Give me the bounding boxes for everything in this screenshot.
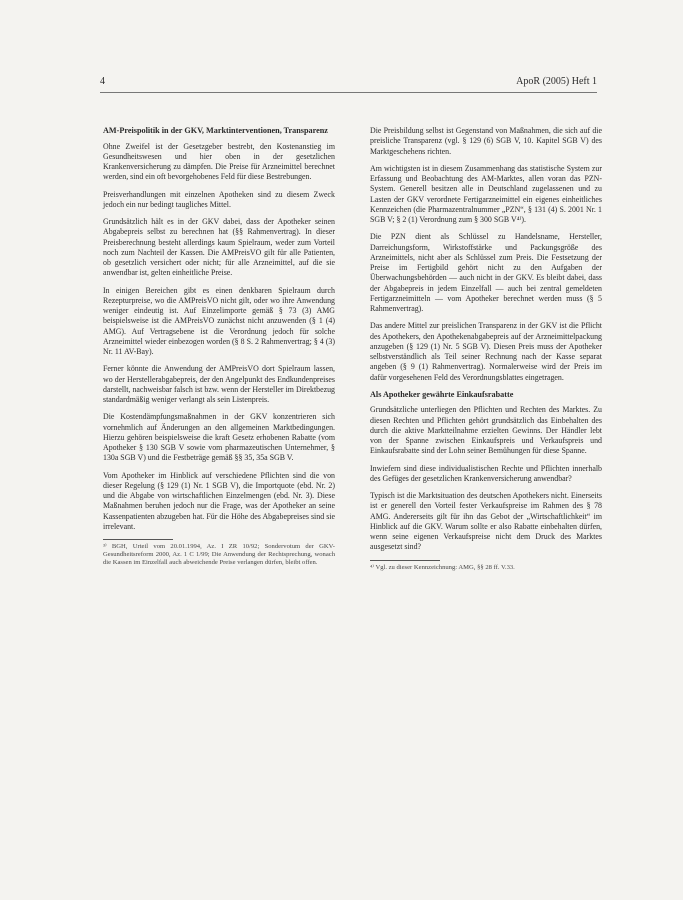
footnote: ⁴⁾ Vgl. zu dieser Kennzeichnung: AMG, §§ 28 ff. V.33. [370,563,515,571]
page-number: 4 [100,76,105,87]
footnote: ³⁾ BGH, Urteil vom 20.01.1994, Az. I ZR 10/92; Sondervotum der GKV-Gesundheitsreform 2000, Az. 1 C 1/99; Die Anwendung der Rechtsprechung, wonach die Kassen im Einzelfall auch abweichende Preise verlangen dürfen, bleibt offen. [103,543,335,566]
paragraph: Grundsätzliche unterliegen den Pflichten und Rechten des Marktes. Zu diesen Rechten und Pflichten gehört grundsätzlich das Einbehalten des durch die aktive Marktteilnahme erzielten Gewinns. Der Händler lebt von der Spanne zwischen Einkaufspreis und Verkaufspreis und Einkaufsrabatte sind der Lohn seiner Bemühungen für diese Spanne. [370,405,602,456]
paragraph: Ohne Zweifel ist der Gesetzgeber bestrebt, den Kostenanstieg im Gesundheitswesen und hier oben in der gesetzlichen Krankenversicherung zu dämpfen. Die Preise für Arzneimittel berechnet werden, sind ein oft bevorgehobenes Feld für diese Bestrebungen. [103,141,335,182]
paragraph: Typisch ist die Marktsituation des deutschen Apothekers nicht. Einerseits ist er generell den Vorteil fester Verkaufspreise im Rahmen des § 78 AMG. Andererseits gilt für ihn das Gebot der „Wirtschaftlichkeit“ im Hinblick auf die GKV. Warum sollte er also Rabatte einbehalten dürfen, wenn seine eigenen Verkaufspreise nicht dem Druck des Marktes ausgesetzt sind? [370,491,602,552]
section-heading-preispolitik: AM-Preispolitik in der GKV, Marktinterventionen, Transparenz [103,126,328,135]
page-header [100,76,597,93]
paragraph: Am wichtigsten ist in diesem Zusammenhang das statistische System zur Erfassung und Beobachtung des AM-Marktes, allen voran das PZN-System. Generell besitzen alle in Deutschland zugelassenen und zu Lasten der GKV verordnete Fertigarzneimittel ein eigenes einheitliches Kennzeichen (die Pharmazentralnummer „PZN“, § 131 (4) S. 2001 Nr. 1 SGB V; § 2 (1) Verordnung zum § 300 SGB V⁴⁾). [370,163,602,224]
journal-reference: ApoR (2005) Heft 1 [516,76,597,87]
paragraph: Das andere Mittel zur preislichen Transparenz in der GKV ist die Pflicht des Apothekers, den Apothekenabgabepreis auf der Arzneimittelpackung anzugeben (§ 129 (1) Nr. 5 SGB V). Diesen Preis muss der Apotheker selbstverständlich als Teil seiner Rechnung nach der Kasse separat angeben (§ 9 (1) Rahmenvertrag). Normalerweise wird der Preis im dafür vorgesehenen Feld des Verordnungsblattes eingetragen. [370,321,602,382]
paragraph: Die Preisbildung selbst ist Gegenstand von Maßnahmen, die sich auf die preisliche Transparenz (vgl. § 129 (6) SGB V, 10. Kapitel SGB V) des Marktgeschehens richten. [370,126,602,156]
paragraph: Die PZN dient als Schlüssel zu Handelsname, Hersteller, Darreichungsform, Wirkstoffstärke und Packungsgröße des Arzneimittels, nicht aber als Schlüssel zum Preis. Die Festsetzung der Preise im Fertigbild gehört nicht zu den Aufgaben der Überwachungsbehörden — auch nicht in der GKV. Es bleibt dabei, dass der Abgabepreis in jedem Einzelfall — auch bei zentral gemeldeten Fertigarzneimitteln — vom Apotheker berechnet werden muss (§ 5 Rahmenvertrag). [370,232,602,313]
paragraph: Vom Apotheker im Hinblick auf verschiedene Pflichten sind die von dieser Regelung (§ 129 (1) Nr. 1 SGB V), die Importquote (ebd. Nr. 2) und die Abgabe von wirtschaftlichen Einzelmengen (ebd. Nr. 3). Diese Maßnahmen beruhen jedoch nur die Frage, was der Apotheker an seine Kassenpatienten abzugeben hat. Für die Höhe des Abgabepreises sind sie irrelevant. [103,470,335,531]
right-column [370,126,602,579]
section-heading-einkaufsrabatte: Als Apotheker gewährte Einkaufsrabatte [370,389,514,399]
paragraph: Ferner könnte die Anwendung der AMPreisVO dort Spielraum lassen, wo der Herstellerabgabepreis, der den Angelpunkt des Endkundenpreises darstellt, nachweisbar falsch ist bzw. wenn der Hersteller im Direktbezug standardmäßig weniger verlangt als sein Listenpreis. [103,364,335,404]
footnote-divider [103,539,173,540]
paragraph: Die Kostendämpfungsmaßnahmen in der GKV konzentrieren sich vornehmlich auf Änderungen an den allgemeinen Marktbedingungen. Hierzu gehören beispielsweise die kraft Gesetz erhobenen Rabatte (vom Apotheker § 130 SGB V sowie vom pharmazeutischen Unternehmer, § 130a SGB V) und die Festbeträge gemäß §§ 35, 35a SGB V. [103,412,335,463]
paragraph: Grundsätzlich hält es in der GKV dabei, dass der Apotheker seinen Abgabepreis selbst zu berechnen hat (§§ Rahmenvertrag). In dieser Preisberechnung besteht allerdings kaum Spielraum, weder zum Vorteil noch zum Nachteil der Kassen. Die AMPreisVO gilt für alle Patienten, ob gesetzlich versichert oder nicht; für alle Arzneimittel, auf die sie anwendbar ist, gelten einheitliche Preise. [103,217,335,278]
footnote-divider [370,560,440,561]
left-column [103,126,335,574]
paragraph: Inwiefern sind diese individualistischen Rechte und Pflichten innerhalb des Gefüges der gesetzlichen Krankenversicherung anwendbar? [370,463,602,483]
paragraph: In einigen Bereichen gibt es einen denkbaren Spielraum durch Rezepturpreise, wo die AMPreisVO nicht gilt, oder wo ihre Anwendung weniger eindeutig ist. Auf Einzelimporte gemäß § 73 (3) AMG beispielsweise ist die AMPreisVO zunächst nicht anzuwenden (§ 1 (4) AMG). Auf Vertragsebene ist die Verordnung jedoch für solche Arzneimittel wieder einbezogen worden (§ 8 S. 2 Rahmenvertrag; § 4 (3) Nr. 11 AV-Bay). [103,285,335,356]
paragraph: Preisverhandlungen mit einzelnen Apotheken sind zu diesem Zweck jedoch ein nur bedingt taugliches Mittel. [103,189,335,209]
